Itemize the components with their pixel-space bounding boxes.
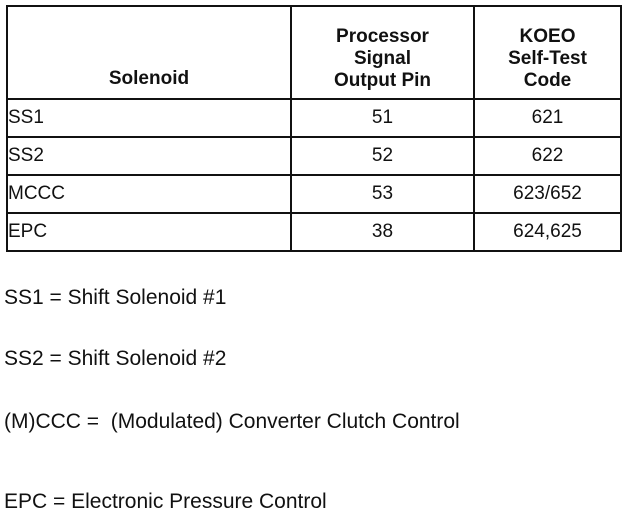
code-cell: 621 [474,99,621,137]
table-row [7,99,621,137]
solenoid-cell: SS1 [7,99,291,137]
solenoid-cell: MCCC [7,175,291,213]
table-row [7,175,621,213]
header-code-line: Self-Test [508,48,587,69]
header-solenoid: Solenoid [7,6,291,99]
legend-mccc: (M)CCC = (Modulated) Converter Clutch Control [4,410,460,433]
table-header [7,6,621,99]
header-pin-line: Processor [336,26,429,47]
table-row [7,137,621,175]
code-cell: 624,625 [474,213,621,251]
header-pin-line: Output Pin [333,70,432,91]
pin-cell: 51 [291,99,474,137]
solenoid-cell: EPC [7,213,291,251]
code-cell: 622 [474,137,621,175]
legend-ss2: SS2 = Shift Solenoid #2 [4,347,227,370]
pin-cell: 52 [291,137,474,175]
code-cell: 623/652 [474,175,621,213]
legend-ss1: SS1 = Shift Solenoid #1 [4,286,227,309]
header-pin-line: Signal [353,48,411,69]
solenoid-cell: SS2 [7,137,291,175]
header-koeo-self-test-code [474,6,621,99]
legend-epc: EPC = Electronic Pressure Control [4,490,327,513]
solenoid-table [6,5,622,252]
pin-cell: 53 [291,175,474,213]
table-row [7,213,621,251]
header-processor-signal-output-pin [291,6,474,99]
header-code-line: KOEO [519,26,576,47]
pin-cell: 38 [291,213,474,251]
header-code-line: Code [523,70,572,91]
